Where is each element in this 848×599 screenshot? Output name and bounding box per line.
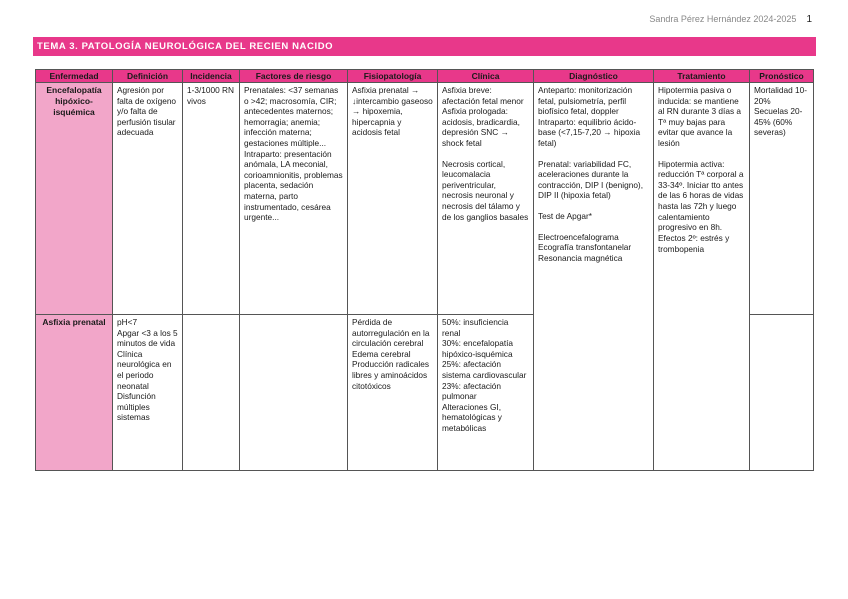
cell-line: Asfixia breve: afectación fetal menor bbox=[442, 85, 524, 106]
cell-line: pH<7 bbox=[117, 317, 138, 327]
clinical-cell bbox=[438, 315, 534, 471]
physiopathology-cell bbox=[348, 315, 438, 471]
cell-line: Edema cerebral bbox=[352, 348, 411, 359]
column-header: Diagnóstico bbox=[534, 70, 654, 83]
risk-factors-cell bbox=[240, 83, 348, 315]
cell-line: 25%: afectación sistema cardiovascular bbox=[442, 359, 527, 381]
cell-line: Anteparto: monitorización fetal, pulsiometría, perfil biofísico fetal, doppler bbox=[538, 85, 633, 117]
physiopathology-cell bbox=[348, 83, 438, 315]
cell-line bbox=[658, 149, 745, 159]
cell-line bbox=[442, 149, 529, 159]
cell-line: 23%: afectación pulmonar bbox=[442, 380, 502, 402]
treatment-cell bbox=[654, 83, 750, 471]
column-header: Incidencia bbox=[183, 70, 240, 83]
cell-line: Ecografía transfontanelar bbox=[538, 242, 632, 253]
prognosis-cell bbox=[750, 315, 814, 471]
cell-line: Resonancia magnética bbox=[538, 252, 623, 263]
cell-line: Producción radicales libres y aminoácidos citotóxicos bbox=[352, 359, 430, 391]
page-number: 1 bbox=[806, 14, 812, 25]
cell-line: Intraparto: presentación anómala, LA meconial, corioamnionitis, problemas placenta, sedación materna, parto instrumentado, cesárea urgente... bbox=[244, 148, 343, 223]
column-header: Factores de riesgo bbox=[240, 70, 348, 83]
cell-line: Pérdida de autorregulación en la circulación cerebral bbox=[352, 317, 430, 349]
definition-cell bbox=[113, 315, 183, 471]
incidence-cell bbox=[183, 315, 240, 471]
cell-line: Necrosis cortical, leucomalacia periventricular, necrosis neuronal y necrosis del tálamo y de los ganglios basales bbox=[442, 158, 529, 222]
table-header-row bbox=[36, 70, 814, 83]
author-year: Sandra Pérez Hernández 2024-2025 bbox=[649, 14, 797, 24]
disease-name: Encefalopatía hipóxico-isquémica bbox=[36, 83, 113, 315]
cell-line: Hipotermia pasiva o inducida: se mantiene al RN durante 3 días a Tª muy bajas para evitar que avance la lesión bbox=[658, 85, 742, 149]
cell-line: Clínica neurológica en el periodo neonatal bbox=[117, 348, 172, 391]
column-header: Fisiopatología bbox=[348, 70, 438, 83]
cell-line: Secuelas 20-45% (60% severas) bbox=[754, 106, 803, 138]
cell-line: Agresión por falta de oxígeno y/o falta de perfusión tisular adecuada bbox=[117, 85, 177, 138]
cell-line: Disfunción múltiples sistemas bbox=[117, 391, 156, 423]
incidence-cell bbox=[183, 83, 240, 315]
cell-line: Asfixia prenatal → ↓intercambio gaseoso → hipoxemia, hipercapnia y acidosis fetal bbox=[352, 85, 433, 138]
column-header: Tratamiento bbox=[654, 70, 750, 83]
diagnosis-cell bbox=[534, 83, 654, 471]
prognosis-cell bbox=[750, 83, 814, 315]
cell-line: Electroencefalograma bbox=[538, 231, 619, 242]
cell-line bbox=[538, 201, 649, 211]
cell-line: Hipotermia activa: reducción Tª corporal a 33-34º. Iniciar tto antes de las 6 horas de vidas hasta las 72h y luego calentamiento progresivo en 8h. Efectos 2º: estrés y trombopenia bbox=[658, 158, 744, 254]
page-header bbox=[649, 14, 812, 25]
clinical-cell bbox=[438, 83, 534, 315]
disease-name: Asfixia prenatal bbox=[36, 315, 113, 471]
cell-line: 50%: insuficiencia renal bbox=[442, 317, 509, 338]
column-header: Pronóstico bbox=[750, 70, 814, 83]
cell-line bbox=[538, 222, 649, 232]
cell-line: Intraparto: equilibrio ácido-base (<7,15-7,20 → hipoxia fetal) bbox=[538, 116, 641, 149]
cell-line: Alteraciones GI, hematológicas y metabólicas bbox=[442, 401, 502, 434]
definition-cell bbox=[113, 83, 183, 315]
cell-line: 30%: encefalopatía hipóxico-isquémica bbox=[442, 338, 514, 359]
table-row bbox=[36, 83, 814, 315]
column-header: Definición bbox=[113, 70, 183, 83]
disease-table bbox=[35, 69, 814, 471]
cell-line bbox=[538, 149, 649, 159]
cell-line: Prenatales: <37 semanas o >42; macrosomía, CIR; antecedentes maternos; hemorragia; anemia; infección materna; gestaciones múltiple... bbox=[244, 85, 339, 149]
column-header: Clínica bbox=[438, 70, 534, 83]
cell-line: Prenatal: variabilidad FC, aceleraciones durante la contracción, DIP I (benigno), DIP II (hipoxia fetal) bbox=[538, 158, 643, 201]
cell-line: 1-3/1000 RN vivos bbox=[187, 85, 235, 106]
section-title: TEMA 3. PATOLOGÍA NEUROLÓGICA DEL RECIEN NACIDO bbox=[33, 37, 816, 56]
risk-factors-cell bbox=[240, 315, 348, 471]
column-header: Enfermedad bbox=[36, 70, 113, 83]
cell-line: Mortalidad 10-20% bbox=[754, 85, 808, 106]
cell-line: Asfixia prologada: acidosis, bradicardia, depresión SNC → shock fetal bbox=[442, 106, 520, 149]
cell-line: Test de Apgar* bbox=[538, 211, 592, 222]
cell-line: Apgar <3 a los 5 minutos de vida bbox=[117, 327, 178, 349]
